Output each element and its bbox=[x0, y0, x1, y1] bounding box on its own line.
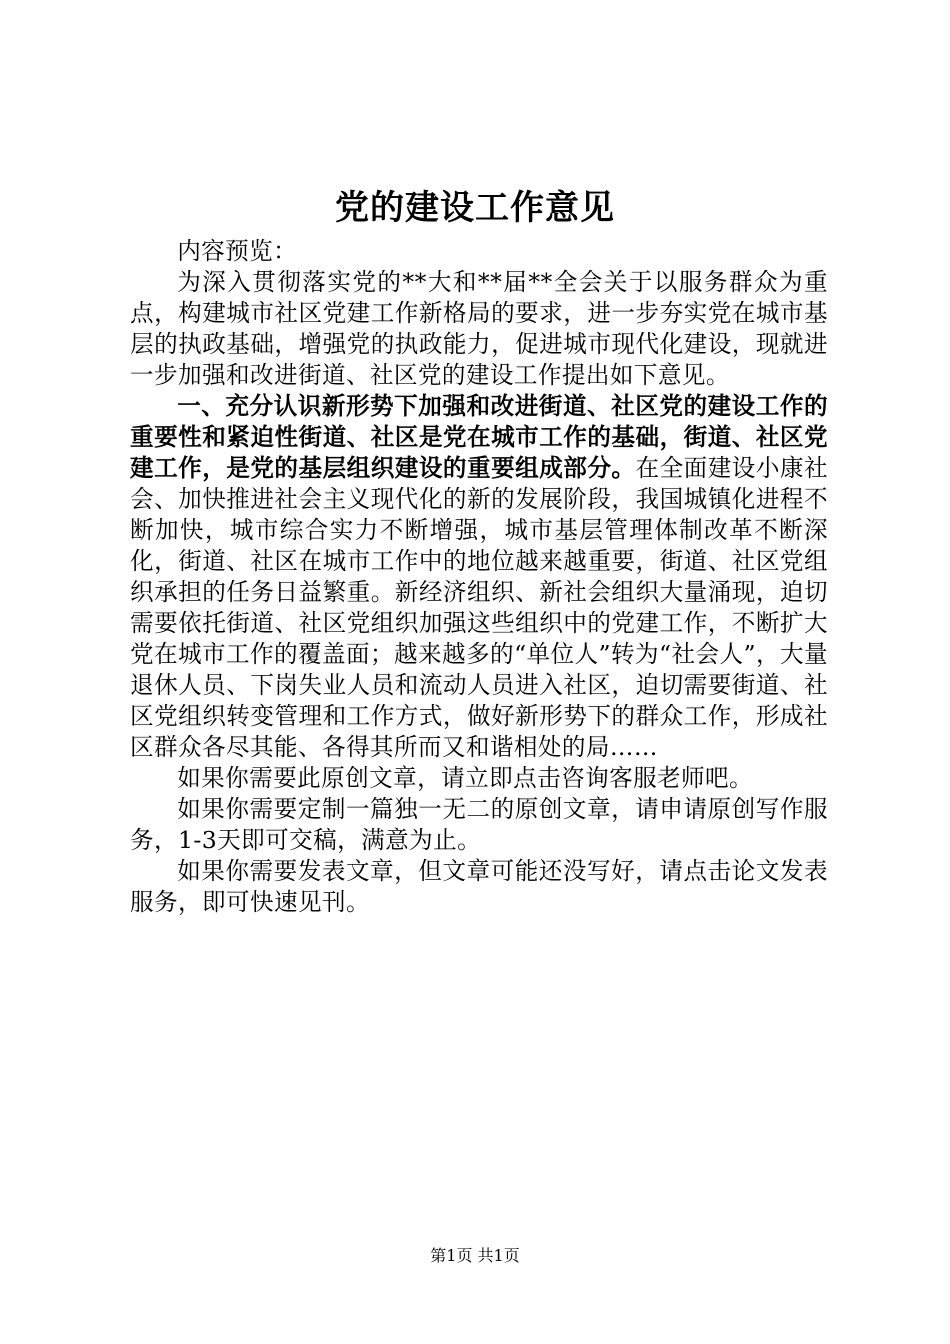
document-body bbox=[130, 236, 828, 918]
notice-custom-writing: 如果你需要定制一篇独一无二的原创文章，请申请原创写作服务，1-3天即可交稿，满意为止。 bbox=[130, 795, 828, 854]
page-footer: 第1页 共1页 bbox=[430, 1246, 520, 1265]
section-heading: 一、充分认识新形势下加强和改进街道、社区党的建设工作的重要性和紧迫性街道、社区是党在城市工作的基础，街道、社区党建工作，是党的基层组织建设的重要组成部分。 bbox=[130, 392, 828, 482]
section-body: 在全面建设小康社会、加快推进社会主义现代化的新的发展阶段，我国城镇化进程不断加快，城市综合实力不断增强，城市基层管理体制改革不断深化，街道、社区在城市工作中的地位越来越重要，街道、社区党组织承担的任务日益繁重。新经济组织、新社会组织大量涌现，迫切需要依托街道、社区党组织加强这些组织中的党建工作，不断扩大党在城市工作的覆盖面；越来越多的“单位人”转为“社会人”，大量退休人员、下岗失业人员和流动人员进入社区，迫切需要街道、社区党组织转变管理和工作方式，做好新形势下的群众工作，形成社区群众各尽其能、各得其所而又和谐相处的局…… bbox=[130, 454, 828, 761]
notice-publishing: 如果你需要发表文章，但文章可能还没写好，请点击论文发表服务，即可快速见刊。 bbox=[130, 857, 828, 916]
intro-paragraph: 为深入贯彻落实党的**大和**届**全会关于以服务群众为重点，构建城市社区党建工作新格局的要求，进一步夯实党在城市基层的执政基础，增强党的执政能力，促进城市现代化建设，现就进一步加强和改进街道、社区党的建设工作提出如下意见。 bbox=[130, 268, 828, 389]
document-title: 党的建设工作意见 bbox=[335, 188, 615, 228]
notice-original-article: 如果你需要此原创文章，请立即点击咨询客服老师吧。 bbox=[177, 764, 754, 792]
section-paragraph bbox=[130, 391, 828, 763]
preview-label: 内容预览： bbox=[177, 237, 298, 265]
